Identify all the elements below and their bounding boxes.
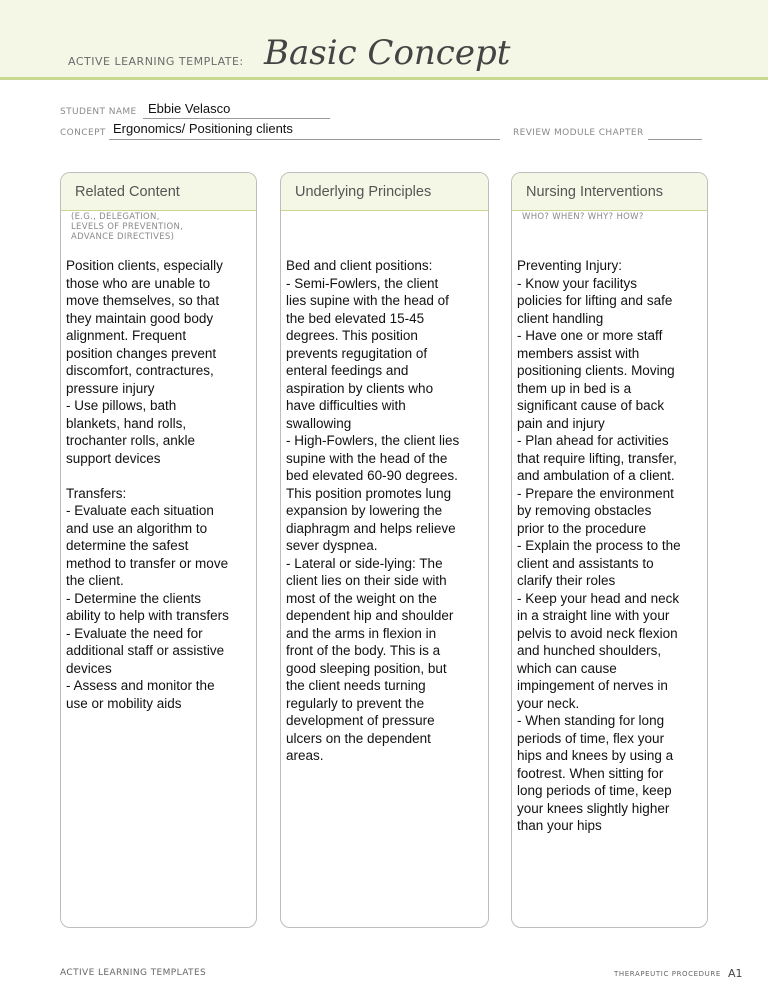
page-title: Basic Concept <box>264 33 511 73</box>
review-module-line <box>648 139 702 140</box>
related-content-header <box>61 173 256 211</box>
footer-left: ACTIVE LEARNING TEMPLATES <box>60 968 207 978</box>
student-name-value: Ebbie Velasco <box>148 101 231 116</box>
footer-right: THERAPEUTIC PROCEDURE <box>614 970 721 978</box>
underlying-principles-title: Underlying Principles <box>295 184 432 200</box>
related-content-subtitle: (E.G., DELEGATION, LEVELS OF PREVENTION, ADVANCE DIRECTIVES) <box>71 212 184 242</box>
concept-line <box>109 139 500 140</box>
concept-label: CONCEPT <box>60 128 106 138</box>
template-label: ACTIVE LEARNING TEMPLATE: <box>68 55 244 68</box>
student-name-line <box>143 118 330 119</box>
concept-value: Ergonomics/ Positioning clients <box>113 121 293 136</box>
related-content-panel <box>60 172 257 928</box>
review-module-label: REVIEW MODULE CHAPTER <box>513 128 644 138</box>
nursing-interventions-panel <box>511 172 708 928</box>
underlying-principles-body: Bed and client positions: - Semi-Fowlers, the client lies supine with the head of the bed elevated 15-45 degrees. This position prevents regugitation of enteral feedings and aspiration by clients who have difficulties with swallowing - High-Fowlers, the client lies supine with the head of the bed elevated 60-90 degrees. This position promotes lung expansion by lowering the diaphragm and helps relieve sever dyspnea. - Lateral or side-lying: The client lies on their side with most of the weight on the dependent hip and shoulder and the arms in flexion in front of the body. This is a good sleeping position, but the client needs turning regularly to prevent the development of pressure ulcers on the dependent areas. <box>286 258 460 763</box>
page-number: A1 <box>728 967 743 980</box>
underlying-principles-panel <box>280 172 489 928</box>
header-band <box>0 0 768 80</box>
nursing-interventions-title: Nursing Interventions <box>526 184 664 200</box>
nursing-interventions-header <box>512 173 707 211</box>
nursing-interventions-subtitle: WHO? WHEN? WHY? HOW? <box>522 212 644 222</box>
nursing-interventions-body: Preventing Injury: - Know your facilitys policies for lifting and safe client handling - Have one or more staff members assist with positioning clients. Moving them up in bed is a significant cause of back pain and injury - Plan ahead for activities that require lifting, transfer, and ambulation of a client. - Prepare the environment by removing obstacles prior to the procedure - Explain the process to the client and assistants to clarify their roles - Keep your head and neck in a straight line with your pelvis to avoid neck flexion and hunched shoulders, which can cause impingement of nerves in your neck. - When standing for long periods of time, flex your hips and knees by using a footrest. When sitting for long periods of time, keep your knees slightly higher than your hips <box>517 258 681 833</box>
related-content-title: Related Content <box>75 184 180 200</box>
related-content-body: Position clients, especially those who are unable to move themselves, so that they maintain good body alignment. Frequent position changes prevent discomfort, contractures, pressure injury - Use pillows, bath blankets, hand rolls, trochanter rolls, ankle support devices Transfers: - Evaluate each situation and use an algorithm to determine the safest method to transfer or move the client. - Determine the clients ability to help with transfers - Evaluate the need for additional staff or assistive devices - Assess and monitor the use or mobility aids <box>66 258 229 711</box>
student-name-label: STUDENT NAME <box>60 107 137 117</box>
underlying-principles-header <box>281 173 488 211</box>
